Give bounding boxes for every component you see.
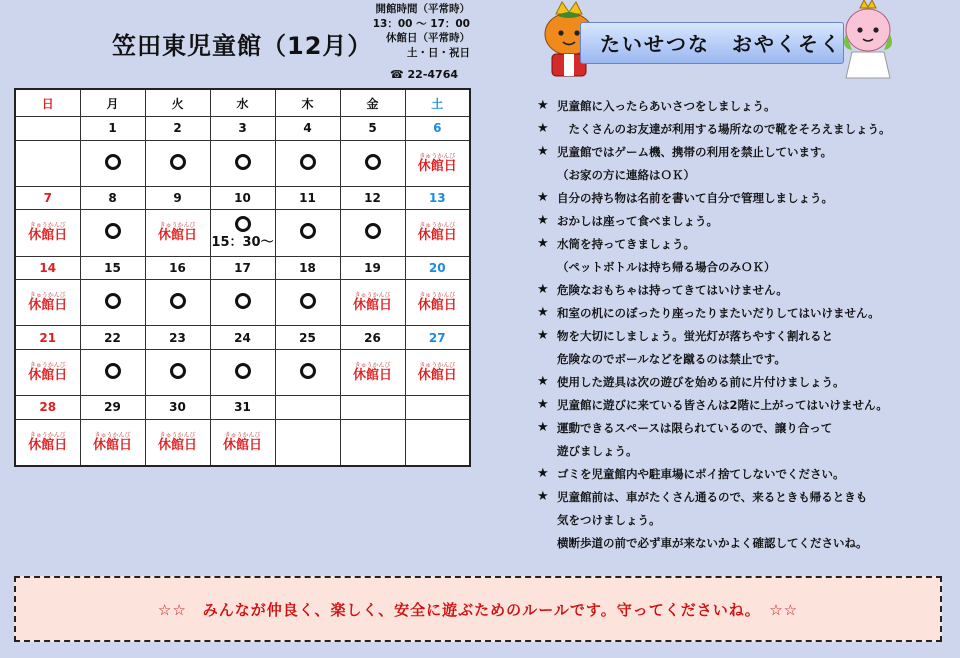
calendar-date: 6 [405, 117, 470, 141]
calendar-status-cell [340, 349, 405, 395]
calendar-status-cell [340, 210, 405, 256]
phone-number: ☎ 22-4764 [390, 68, 459, 81]
star-icon: ★ [537, 466, 549, 481]
princess-mascot-icon [838, 0, 898, 80]
open-day-circle-icon [365, 154, 381, 170]
rules-list [537, 92, 957, 552]
calendar-date: 14 [15, 256, 80, 280]
calendar-status-cell [210, 280, 275, 326]
calendar-status-cell [145, 210, 210, 256]
weekday-sun: 日 [15, 89, 80, 117]
open-day-circle-icon [170, 293, 186, 309]
calendar-date: 16 [145, 256, 210, 280]
star-icon: ★ [537, 190, 549, 205]
star-icon: ★ [537, 121, 549, 136]
closed-day-text: 休館日 [417, 368, 457, 384]
star-icon: ★ [537, 397, 549, 412]
rule-item [537, 138, 957, 161]
calendar-date: 10 [210, 186, 275, 210]
rule-text: おかしは座って食べましょう。 [557, 214, 718, 228]
calendar-date [405, 396, 470, 420]
closed-day-label [16, 432, 80, 453]
closed-day-ruby: きゅうかんび [354, 362, 391, 370]
weekday-thu: 木 [275, 89, 340, 117]
closed-day-ruby: きゅうかんび [159, 431, 196, 439]
open-day-circle-icon [300, 154, 316, 170]
closed-day-ruby: きゅうかんび [94, 431, 131, 439]
calendar-status-cell [275, 140, 340, 186]
closed-day-label [81, 432, 145, 453]
calendar-date: 21 [15, 326, 80, 350]
closed-day-label [16, 222, 80, 243]
star-icon: ★ [537, 420, 549, 435]
rule-item [537, 460, 957, 483]
closed-day-text: 休館日 [417, 298, 457, 314]
calendar-status-cell [340, 140, 405, 186]
calendar-status-row [15, 140, 470, 186]
rule-text: 和室の机にのぼったり座ったりまたいだりしてはいけません。 [557, 306, 880, 320]
page-title: 笠田東児童館（12月） [112, 32, 373, 60]
calendar-status-cell [80, 349, 145, 395]
calendar-date: 12 [340, 186, 405, 210]
calendar-date [15, 117, 80, 141]
closed-day-label [406, 153, 470, 174]
calendar-status-cell [405, 280, 470, 326]
calendar-date: 20 [405, 256, 470, 280]
closed-day-ruby: きゅうかんび [224, 431, 261, 439]
calendar-status-cell [210, 140, 275, 186]
calendar-date: 17 [210, 256, 275, 280]
calendar-status-row [15, 280, 470, 326]
calendar-status-cell [15, 280, 80, 326]
calendar-status-cell [275, 280, 340, 326]
calendar-date: 28 [15, 396, 80, 420]
closed-days-value: 土・日・祝日 [407, 46, 470, 59]
rule-item [537, 529, 957, 552]
calendar-date: 29 [80, 396, 145, 420]
hours-info [352, 2, 470, 60]
calendar-date-row [15, 256, 470, 280]
calendar-date: 19 [340, 256, 405, 280]
calendar-status-cell [405, 349, 470, 395]
closed-day-text: 休館日 [157, 437, 197, 453]
star-icon: ★ [537, 98, 549, 113]
hours-label: 開館時間（平常時） [375, 3, 470, 15]
closed-day-label [16, 362, 80, 383]
calendar-status-cell [340, 419, 405, 466]
closed-day-ruby: きゅうかんび [159, 222, 196, 230]
star-icon: ★ [537, 305, 549, 320]
closed-day-ruby: きゅうかんび [419, 362, 456, 370]
closed-day-text: 休館日 [28, 437, 68, 453]
star-icon: ★ [537, 213, 549, 228]
calendar-status-cell [80, 140, 145, 186]
calendar-date: 27 [405, 326, 470, 350]
calendar-status-cell [15, 140, 80, 186]
rule-item [537, 276, 957, 299]
calendar-date [275, 396, 340, 420]
open-day-circle-icon [235, 293, 251, 309]
rule-text: （お家の方に連絡はＯＫ） [557, 168, 695, 182]
calendar-status-cell [145, 349, 210, 395]
closed-day-text: 休館日 [352, 298, 392, 314]
closed-day-ruby: きゅうかんび [29, 292, 66, 300]
rule-item [537, 230, 957, 253]
closed-day-label [406, 222, 470, 243]
closed-day-ruby: きゅうかんび [29, 222, 66, 230]
closed-day-ruby: きゅうかんび [419, 222, 456, 230]
star-icon: ★ [537, 328, 549, 343]
calendar-status-row [15, 349, 470, 395]
rule-item [537, 414, 957, 437]
rule-text: （ペットボトルは持ち帰る場合のみＯＫ） [557, 260, 776, 274]
weekday-sat: 土 [405, 89, 470, 117]
calendar-date: 2 [145, 117, 210, 141]
calendar-status-cell [275, 349, 340, 395]
open-day-circle-icon [235, 363, 251, 379]
open-day-circle-icon [170, 363, 186, 379]
open-day-circle-icon [235, 154, 251, 170]
calendar-date: 26 [340, 326, 405, 350]
calendar-date: 1 [80, 117, 145, 141]
rule-item [537, 345, 957, 368]
calendar-date: 25 [275, 326, 340, 350]
rule-text: ゴミを児童館内や駐車場にポイ捨てしないでください。 [557, 467, 845, 481]
calendar-status-cell [210, 349, 275, 395]
calendar-status-cell [405, 140, 470, 186]
calendar-date-row [15, 117, 470, 141]
calendar-date [340, 396, 405, 420]
rule-text: 水筒を持ってきましょう。 [557, 237, 695, 251]
open-day-circle-icon [235, 216, 251, 232]
rule-text: 横断歩道の前で必ず車が来ないかよく確認してくださいね。 [557, 536, 868, 550]
closed-day-text: 休館日 [157, 228, 197, 244]
calendar-date: 3 [210, 117, 275, 141]
closed-day-text: 休館日 [28, 228, 68, 244]
closed-day-text: 休館日 [28, 298, 68, 314]
open-day-circle-icon [300, 223, 316, 239]
closed-day-text: 休館日 [417, 228, 457, 244]
open-day-circle-icon [365, 223, 381, 239]
rule-text: たくさんのお友達が利用する場所なので靴をそろえましょう。 [557, 122, 891, 136]
rule-text: 気をつけましょう。 [557, 513, 661, 527]
calendar-date: 23 [145, 326, 210, 350]
calendar-table [14, 88, 471, 467]
rule-text: 児童館に入ったらあいさつをしましょう。 [557, 99, 776, 113]
calendar-date-row [15, 186, 470, 210]
closed-day-label [146, 222, 210, 243]
open-day-circle-icon [105, 154, 121, 170]
open-day-circle-icon [300, 293, 316, 309]
calendar-date: 7 [15, 186, 80, 210]
closed-day-label [341, 362, 405, 383]
closed-day-text: 休館日 [222, 437, 262, 453]
closed-day-text: 休館日 [417, 158, 457, 174]
calendar-date: 15 [80, 256, 145, 280]
footer-message: ☆☆ みんなが仲良く、楽しく、安全に遊ぶためのルールです。守ってくださいね。 ☆☆ [14, 576, 942, 642]
star-icon: ★ [537, 374, 549, 389]
rule-item [537, 184, 957, 207]
calendar-date: 30 [145, 396, 210, 420]
calendar-date: 8 [80, 186, 145, 210]
calendar-status-cell [210, 210, 275, 256]
calendar-date: 24 [210, 326, 275, 350]
calendar-date: 5 [340, 117, 405, 141]
rule-text: 危険なのでボールなどを蹴るのは禁止です。 [557, 352, 786, 366]
calendar-status-cell [405, 419, 470, 466]
star-icon: ★ [537, 144, 549, 159]
closed-day-label [341, 292, 405, 313]
calendar-status-cell [275, 419, 340, 466]
rule-item [537, 115, 957, 138]
open-day-circle-icon [170, 154, 186, 170]
star-icon: ★ [537, 282, 549, 297]
calendar-status-cell [80, 210, 145, 256]
closed-day-label [406, 292, 470, 313]
rule-text: 児童館に遊びに来ている皆さんは2階に上がってはいけません。 [557, 398, 888, 412]
closed-day-ruby: きゅうかんび [419, 292, 456, 300]
calendar-date-row [15, 326, 470, 350]
closed-day-text: 休館日 [352, 368, 392, 384]
star-icon: ★ [537, 236, 549, 251]
closed-day-ruby: きゅうかんび [29, 431, 66, 439]
closed-day-label [406, 362, 470, 383]
calendar-date: 13 [405, 186, 470, 210]
rule-text: 危険なおもちゃは持ってきてはいけません。 [557, 283, 788, 297]
hours-value: 13：00 ～ 17：00 [372, 17, 470, 30]
rule-item [537, 368, 957, 391]
open-day-circle-icon [300, 363, 316, 379]
calendar-status-cell [145, 419, 210, 466]
rule-item [537, 161, 957, 184]
calendar-date: 11 [275, 186, 340, 210]
calendar-status-cell [275, 210, 340, 256]
rule-text: 児童館ではゲーム機、携帯の利用を禁止しています。 [557, 145, 833, 159]
weekday-tue: 火 [145, 89, 210, 117]
closed-day-ruby: きゅうかんび [419, 152, 456, 160]
closed-day-text: 休館日 [28, 368, 68, 384]
open-day-circle-icon [105, 223, 121, 239]
weekday-header-row [15, 89, 470, 117]
weekday-wed: 水 [210, 89, 275, 117]
rule-text: 運動できるスペースは限られているので、譲り合って [557, 421, 833, 435]
rule-item [537, 437, 957, 460]
calendar-status-row [15, 419, 470, 466]
closed-day-label [211, 432, 275, 453]
rule-item [537, 299, 957, 322]
rule-item [537, 92, 957, 115]
calendar-status-cell [405, 210, 470, 256]
special-open-time: 15：30～ [211, 234, 274, 250]
open-day-circle-icon [105, 363, 121, 379]
calendar-status-cell [80, 280, 145, 326]
star-icon: ★ [537, 489, 549, 504]
rule-text: 遊びましょう。 [557, 444, 638, 458]
calendar-status-row [15, 210, 470, 256]
closed-day-ruby: きゅうかんび [29, 362, 66, 370]
calendar-status-cell [145, 140, 210, 186]
open-day-circle-icon [105, 293, 121, 309]
rule-text: 自分の持ち物は名前を書いて自分で管理しましょう。 [557, 191, 833, 205]
calendar-date: 9 [145, 186, 210, 210]
rule-item [537, 483, 957, 506]
calendar-status-cell [210, 419, 275, 466]
calendar-date: 22 [80, 326, 145, 350]
calendar-date: 4 [275, 117, 340, 141]
rule-text: 児童館前は、車がたくさん通るので、来るときも帰るときも [557, 490, 868, 504]
calendar-status-cell [340, 280, 405, 326]
closed-day-ruby: きゅうかんび [354, 292, 391, 300]
rule-item [537, 207, 957, 230]
calendar-status-cell [15, 349, 80, 395]
rule-item [537, 391, 957, 414]
calendar-status-cell [80, 419, 145, 466]
promise-banner-title: たいせつな おやくそく [600, 32, 842, 56]
calendar-status-cell [145, 280, 210, 326]
calendar-status-cell [15, 210, 80, 256]
rule-text: 使用した遊具は次の遊びを始める前に片付けましょう。 [557, 375, 845, 389]
closed-day-text: 休館日 [92, 437, 132, 453]
calendar-status-cell [15, 419, 80, 466]
weekday-fri: 金 [340, 89, 405, 117]
closed-day-label [16, 292, 80, 313]
calendar-date: 31 [210, 396, 275, 420]
weekday-mon: 月 [80, 89, 145, 117]
rule-text: 物を大切にしましょう。蛍光灯が落ちやすく割れると [557, 329, 833, 343]
closed-days-label: 休館日（平常時） [386, 32, 470, 44]
calendar-date-row [15, 396, 470, 420]
rule-item [537, 253, 957, 276]
rule-item [537, 322, 957, 345]
rule-item [537, 506, 957, 529]
calendar-date: 18 [275, 256, 340, 280]
closed-day-label [146, 432, 210, 453]
